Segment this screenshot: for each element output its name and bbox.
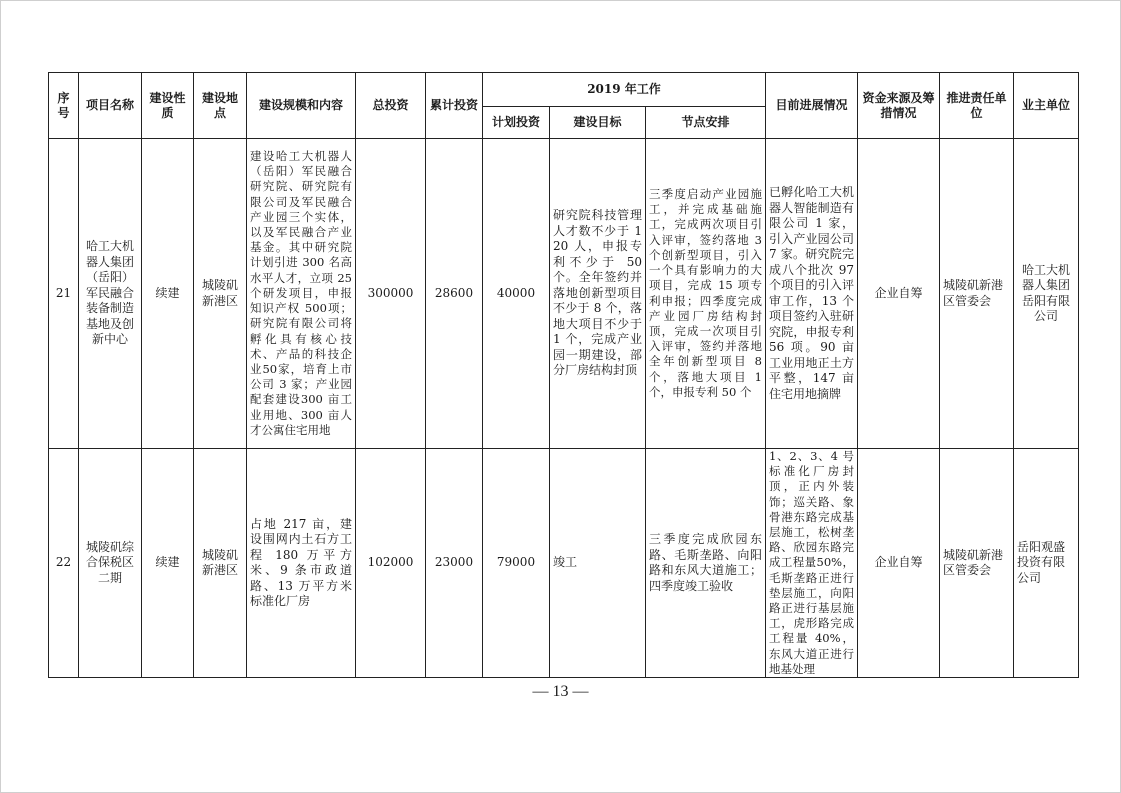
col-owner-header: 业主单位 — [1014, 73, 1079, 139]
cell-planned-investment: 40000 — [483, 139, 550, 449]
col-seq-header: 序号 — [49, 73, 79, 139]
cell-responsible: 城陵矶新港区管委会 — [940, 449, 1014, 678]
cell-progress: 已孵化哈工大机器人智能制造有限公司 1 家，引入产业园公司 7 家。研究院完成八个批次 97 个项目的引入评审工作，13 个项目签约入驻研究院，申报专利 56 项。90 亩工业用地正土方平整，147 亩住宅用地摘牌 — [766, 139, 858, 449]
col-responsible-header: 推进责任单 位 — [940, 73, 1014, 139]
col-progress-header: 目前进展情况 — [766, 73, 858, 139]
cell-scale: 占地 217 亩，建设围网内土石方工程 180 万平方米、9 条市政道路、13 万平方米标准化厂房 — [247, 449, 356, 678]
col-target-header: 建设目标 — [550, 107, 646, 139]
cell-target: 竣工 — [550, 449, 646, 678]
cell-owner: 哈工大机器人集团岳阳有限公司 — [1014, 139, 1079, 449]
col-total-investment-header: 总投资 — [356, 73, 426, 139]
cell-seq: 21 — [49, 139, 79, 449]
cell-planned-investment: 79000 — [483, 449, 550, 678]
cell-funding: 企业自筹 — [858, 139, 940, 449]
header-row-1 — [49, 73, 1079, 107]
cell-milestones: 三季度完成欣园东路、毛斯垄路、向阳路和东风大道施工；四季度竣工验收 — [646, 449, 766, 678]
table-row — [49, 449, 1079, 678]
cell-funding: 企业自筹 — [858, 449, 940, 678]
cell-location: 城陵矶新港区 — [194, 139, 247, 449]
cell-target: 研究院科技管理人才数不少于 120 人，申报专利不少于 50个。全年签约并落地创新型项目不少于 8 个，落地大项目不少于 1 个，完成产业园一期建设，部分厂房结构封顶 — [550, 139, 646, 449]
cell-seq: 22 — [49, 449, 79, 678]
cell-scale: 建设哈工大机器人（岳阳）军民融合研究院、研究院有限公司及军民融合产业园三个实体，以及军民融合产业基金。其中研究院计划引进 300 名高水平人才，立项 25 个研发项目，申报知识产权 500项；研究院有限公司将孵化具有核心技术、产品的科技企业50家，培育上市公司 3 家；产业园配套建设300 亩工业用地、300 亩人才公寓住宅用地 — [247, 139, 356, 449]
cell-name: 哈工大机器人集团（岳阳）军民融合装备制造基地及创新中心 — [79, 139, 142, 449]
cell-name: 城陵矶综合保税区二期 — [79, 449, 142, 678]
table-row — [49, 139, 1079, 449]
col-name-header: 项目名称 — [79, 73, 142, 139]
page-number: — 13 — — [532, 683, 589, 700]
project-table — [48, 72, 1079, 678]
col-cumulative-header: 累计投资 — [426, 73, 483, 139]
col-location-header: 建设地点 — [194, 73, 247, 139]
cell-nature: 续建 — [142, 139, 194, 449]
col-nature-header: 建设性质 — [142, 73, 194, 139]
col-funding-header: 资金来源及筹措情况 — [858, 73, 940, 139]
col-planned-investment-header: 计划投资 — [483, 107, 550, 139]
cell-nature: 续建 — [142, 449, 194, 678]
col-year-work-header: 2019 年工作 — [483, 73, 766, 107]
cell-progress: 1、2、3、4 号标准化厂房封顶，正内外装饰；巡关路、象骨港东路完成基层施工，松树垄路、欣园东路完成工程量50%，毛斯垄路正进行垫层施工，向阳路正进行基层施工，虎形路完成工程量 40%，东风大道正进行地基处理 — [766, 449, 858, 678]
cell-cumulative: 28600 — [426, 139, 483, 449]
cell-milestones: 三季度启动产业园施工，并完成基础施工，完成两次项目引入评审，签约落地 3 个创新型项目，引入一个具有影响力的大项目，完成 15 项专利申报；四季度完成产业园厂房结构封顶，完成一次项目引入评审，签约并落地全年创新型项目 8 个，落地大项目 1 个，申报专利 50 个 — [646, 139, 766, 449]
cell-owner: 岳阳观盛投资有限公司 — [1014, 449, 1079, 678]
col-milestones-header: 节点安排 — [646, 107, 766, 139]
col-scale-header: 建设规模和内容 — [247, 73, 356, 139]
cell-location: 城陵矶新港区 — [194, 449, 247, 678]
cell-total-investment: 300000 — [356, 139, 426, 449]
cell-responsible: 城陵矶新港区管委会 — [940, 139, 1014, 449]
cell-cumulative: 23000 — [426, 449, 483, 678]
cell-total-investment: 102000 — [356, 449, 426, 678]
